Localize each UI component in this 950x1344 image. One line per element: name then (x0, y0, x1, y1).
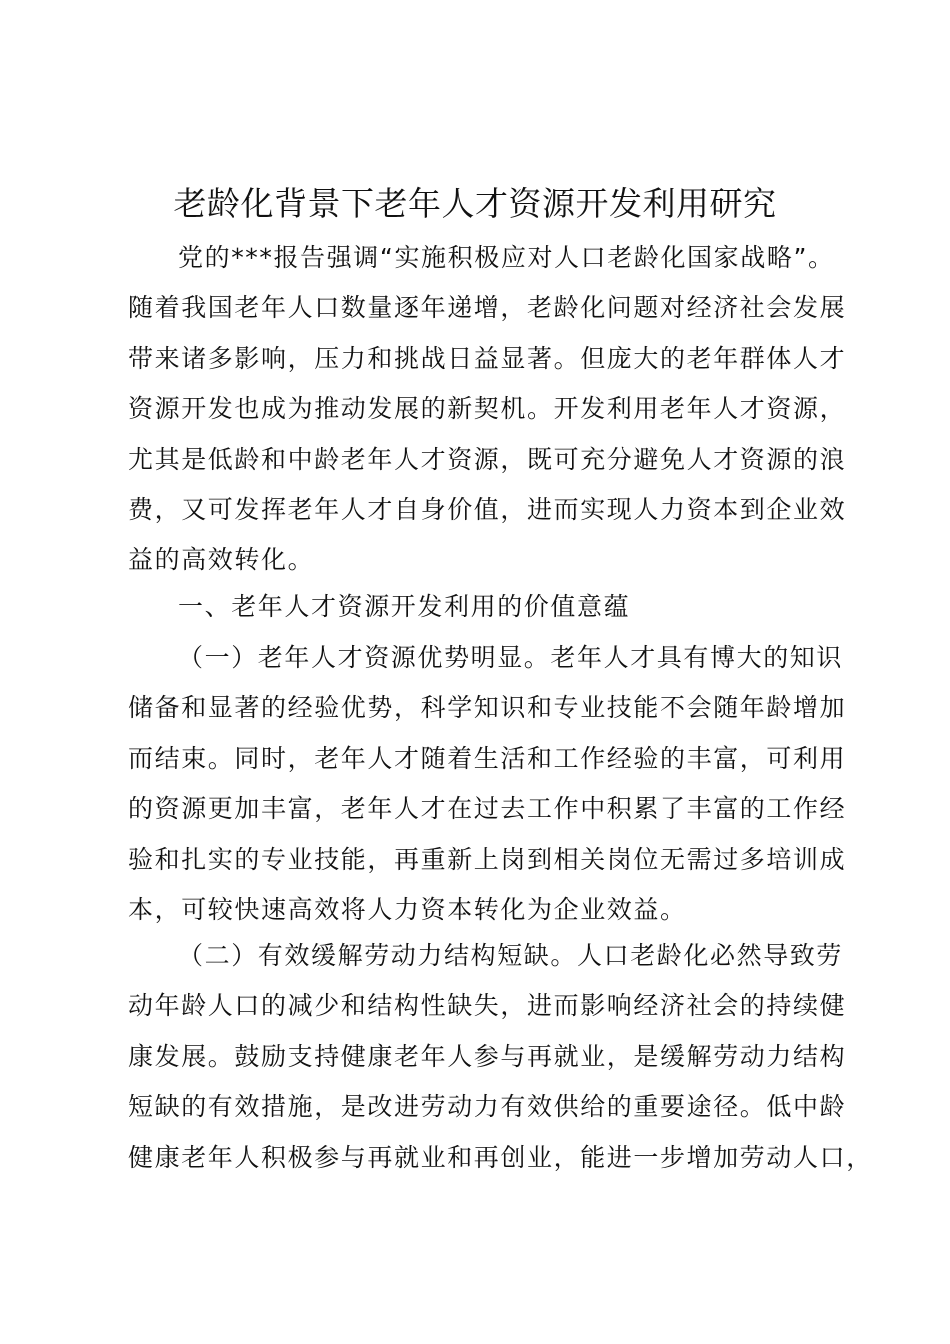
text-line: 短缺的有效措施，是改进劳动力有效供给的重要途径。低中龄 (128, 1092, 847, 1122)
text-line: 健康老年人积极参与再就业和再创业，能进一步增加劳动人口， (128, 1142, 873, 1172)
section-heading (128, 582, 828, 632)
text-line: 动年龄人口的减少和结构性缺失，进而影响经济社会的持续健 (128, 991, 847, 1021)
text-line: 验和扎实的专业技能，再重新上岗到相关岗位无需过多培训成 (128, 844, 847, 874)
intro-paragraph (128, 233, 847, 586)
text-line: （二）有效缓解劳动力结构短缺。人口老龄化必然导致劳 (178, 941, 844, 970)
text-line: 带来诸多影响，压力和挑战日益显著。但庞大的老年群体人才 (128, 343, 847, 373)
text-line: 储备和显著的经验优势，科学知识和专业技能不会随年龄增加 (128, 693, 847, 723)
document-title: 老龄化背景下老年人才资源开发利用研究 (173, 184, 777, 223)
text-line: （一）老年人才资源优势明显。老年人才具有博大的知识 (178, 643, 844, 672)
text-line: 党的***报告强调“实施积极应对人口老龄化国家战略”。 (178, 243, 835, 272)
text-line: 资源开发也成为推动发展的新契机。开发利用老年人才资源， (128, 394, 847, 424)
text-line: 随着我国老年人口数量逐年递增，老龄化问题对经济社会发展 (128, 293, 847, 323)
text-line: 而结束。同时，老年人才随着生活和工作经验的丰富，可利用 (128, 743, 847, 773)
text-line: 尤其是低龄和中龄老年人才资源，既可充分避免人才资源的浪 (128, 444, 847, 474)
text-line: 康发展。鼓励支持健康老年人参与再就业，是缓解劳动力结构 (128, 1041, 847, 1071)
section-1-paragraph (128, 633, 847, 935)
text-line: 费，又可发挥老年人才自身价值，进而实现人力资本到企业效 (128, 494, 847, 524)
section-2-paragraph (128, 931, 873, 1183)
text-line: 的资源更加丰富，老年人才在过去工作中积累了丰富的工作经 (128, 794, 847, 824)
text-line: 益的高效转化。 (128, 545, 315, 575)
heading-text: 一、老年人才资源开发利用的价值意蕴 (178, 592, 631, 621)
text-line: 本，可较快速高效将人力资本转化为企业效益。 (128, 894, 687, 924)
